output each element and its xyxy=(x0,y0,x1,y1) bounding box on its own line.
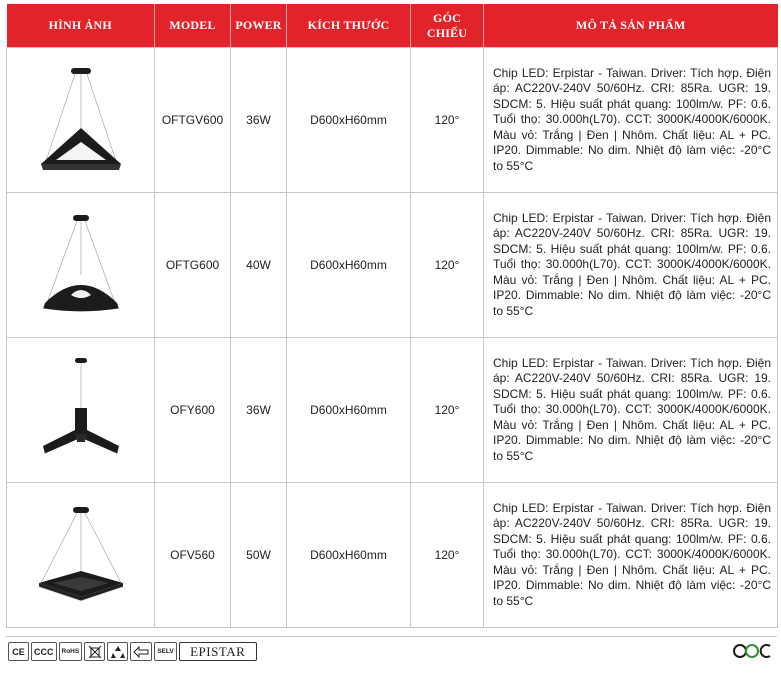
weee-bin-icon xyxy=(84,642,105,661)
epistar-logo: EPISTAR xyxy=(179,642,257,661)
angle-cell: 120° xyxy=(411,338,484,483)
header-image: HÌNH ẢNH xyxy=(7,4,155,48)
product-image-cell xyxy=(7,48,155,193)
selv-mark-icon: SELV xyxy=(154,642,177,661)
power-cell: 36W xyxy=(231,48,287,193)
header-model: MODEL xyxy=(155,4,231,48)
brand-logo-icon xyxy=(731,641,773,661)
size-cell: D600xH60mm xyxy=(287,48,411,193)
power-cell: 50W xyxy=(231,483,287,628)
product-image-cell xyxy=(7,338,155,483)
product-spec-table xyxy=(6,4,778,628)
header-size: KÍCH THƯỚC xyxy=(287,4,411,48)
table-row xyxy=(7,338,778,483)
header-angle: GÓC CHIẾU xyxy=(411,4,484,48)
table-row xyxy=(7,48,778,193)
size-cell: D600xH60mm xyxy=(287,193,411,338)
table-row xyxy=(7,483,778,628)
model-cell: OFTGV600 xyxy=(155,48,231,193)
angle-cell: 120° xyxy=(411,483,484,628)
triangle-pendant-lamp-icon xyxy=(31,60,131,180)
square-pendant-lamp-icon xyxy=(31,495,131,615)
size-cell: D600xH60mm xyxy=(287,483,411,628)
ce-mark-icon: CE xyxy=(8,642,29,661)
description-cell: Chip LED: Erpistar - Taiwan. Driver: Tích hợp. Điện áp: AC220V-240V 50/60Hz. CRI: 85Ra. UGR: 19. SDCM: 5. Hiệu suất phát quang: 100lm/w. PF: 0.6. Tuổi thọ: 30.000h(L70). CCT: 3000K/4000K/6000K. Màu vỏ: Trắng | Đen | Nhôm. Chất liệu: AL + PC. IP20. Dimmable: No dim. Nhiệt độ làm việc: -20°C to 55°C xyxy=(484,48,778,193)
product-image-cell xyxy=(7,483,155,628)
certification-footer xyxy=(6,636,777,667)
curved-triangle-pendant-lamp-icon xyxy=(31,205,131,325)
y-shape-pendant-lamp-icon xyxy=(31,350,131,470)
angle-cell: 120° xyxy=(411,193,484,338)
size-cell: D600xH60mm xyxy=(287,338,411,483)
description-cell: Chip LED: Erpistar - Taiwan. Driver: Tích hợp. Điện áp: AC220V-240V 50/60Hz. CRI: 85Ra. UGR: 19. SDCM: 5. Hiệu suất phát quang: 100lm/w. PF: 0.6. Tuổi thọ: 30.000h(L70). CCT: 3000K/4000K/6000K. Màu vỏ: Trắng | Đen | Nhôm. Chất liệu: AL + PC. IP20. Dimmable: No dim. Nhiệt độ làm việc: -20°C to 55°C xyxy=(484,193,778,338)
description-cell: Chip LED: Erpistar - Taiwan. Driver: Tích hợp. Điện áp: AC220V-240V 50/60Hz. CRI: 85Ra. UGR: 19. SDCM: 5. Hiệu suất phát quang: 100lm/w. PF: 0.6. Tuổi thọ: 30.000h(L70). CCT: 3000K/4000K/6000K. Màu vỏ: Trắng | Đen | Nhôm. Chất liệu: AL + PC. IP20. Dimmable: No dim. Nhiệt độ làm việc: -20°C to 55°C xyxy=(484,338,778,483)
power-cell: 40W xyxy=(231,193,287,338)
emc-mark-icon xyxy=(130,642,152,661)
header-power: POWER xyxy=(231,4,287,48)
header-description: MÔ TẢ SẢN PHẨM xyxy=(484,4,778,48)
angle-cell: 120° xyxy=(411,48,484,193)
recycle-icon xyxy=(107,642,128,661)
rohs-mark-icon: RoHS xyxy=(59,642,83,661)
ccc-mark-icon: CCC xyxy=(31,642,57,661)
power-cell: 36W xyxy=(231,338,287,483)
description-cell: Chip LED: Erpistar - Taiwan. Driver: Tích hợp. Điện áp: AC220V-240V 50/60Hz. CRI: 85Ra. UGR: 19. SDCM: 5. Hiệu suất phát quang: 100lm/w. PF: 0.6. Tuổi thọ: 30.000h(L70). CCT: 3000K/4000K/6000K. Màu vỏ: Trắng | Đen | Nhôm. Chất liệu: AL + PC. IP20. Dimmable: No dim. Nhiệt độ làm việc: -20°C to 55°C xyxy=(484,483,778,628)
table-row xyxy=(7,193,778,338)
product-image-cell xyxy=(7,193,155,338)
model-cell: OFY600 xyxy=(155,338,231,483)
table-header-row xyxy=(7,4,778,48)
model-cell: OFV560 xyxy=(155,483,231,628)
model-cell: OFTG600 xyxy=(155,193,231,338)
certification-badges xyxy=(8,642,257,661)
